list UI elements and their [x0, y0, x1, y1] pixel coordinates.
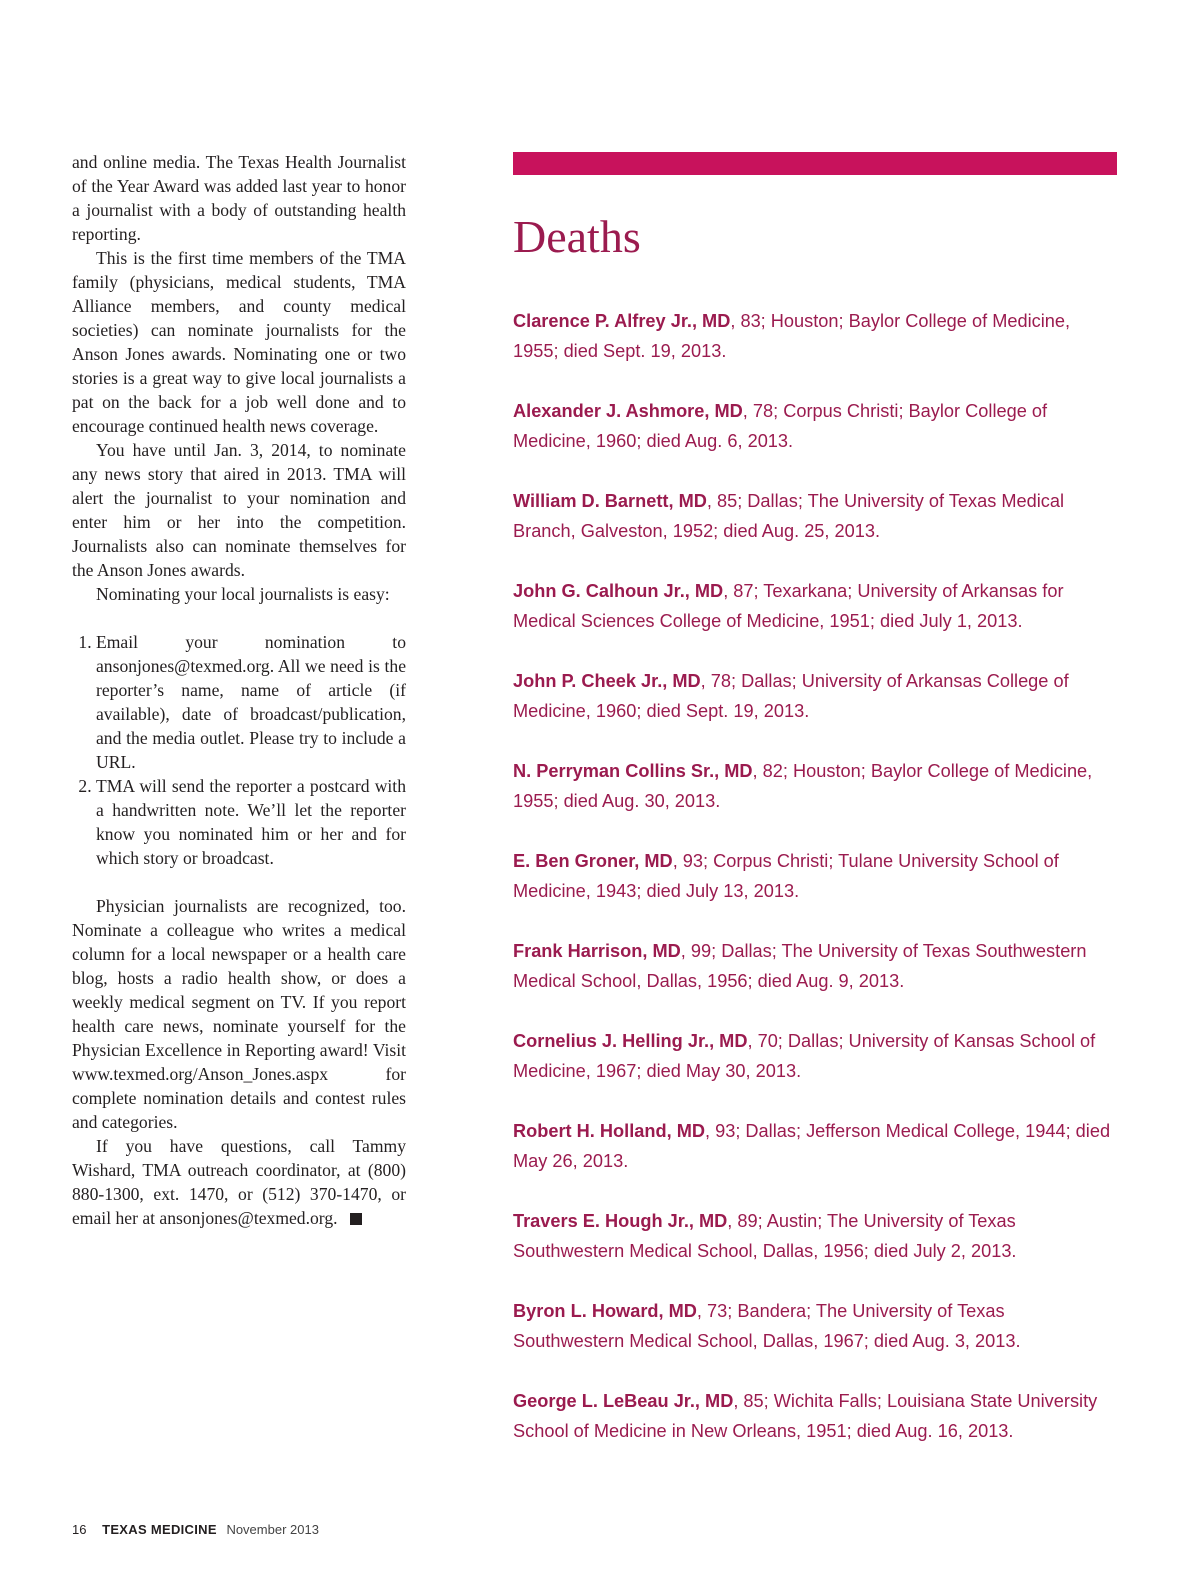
end-mark-icon	[350, 1213, 362, 1225]
death-entry	[513, 666, 1117, 726]
deceased-details: , 85; Dallas; The University of Texas Medical Branch, Galveston, 1952; died Aug. 25, 2013.	[513, 491, 1065, 541]
deceased-name: E. Ben Groner, MD	[513, 851, 673, 871]
issue-date: November 2013	[226, 1522, 319, 1537]
deceased-details: , 78; Dallas; University of Arkansas College of Medicine, 1960; died Sept. 19, 2013.	[513, 671, 1069, 721]
article-paragraph: Nominating your local journalists is easy:	[96, 584, 390, 604]
deceased-name: Cornelius J. Helling Jr., MD	[513, 1031, 748, 1051]
deceased-details: , 73; Bandera; The University of Texas Southwestern Medical School, Dallas, 1967; died Aug. 3, 2013.	[513, 1301, 1021, 1351]
death-entry	[513, 576, 1117, 636]
deceased-name: Robert H. Holland, MD	[513, 1121, 705, 1141]
deceased-details: , 99; Dallas; The University of Texas Southwestern Medical School, Dallas, 1956; died Aug. 9, 2013.	[513, 941, 1087, 991]
deceased-name: William D. Barnett, MD	[513, 491, 707, 511]
deaths-heading: Deaths	[513, 211, 641, 262]
deceased-name: George L. LeBeau Jr., MD	[513, 1391, 734, 1411]
deceased-details: , 82; Houston; Baylor College of Medicine, 1955; died Aug. 30, 2013.	[513, 761, 1093, 811]
deceased-details: , 93; Dallas; Jefferson Medical College, 1944; died May 26, 2013.	[513, 1121, 1111, 1171]
death-entry	[513, 1116, 1117, 1176]
nomination-step: 1. Email your nomination to ansonjones@texmed.org. All we need is the reporter’s name, name of article (if available), date of broadcast/publication, and the media outlet. Please try to include a URL.	[96, 630, 406, 774]
deceased-name: Clarence P. Alfrey Jr., MD	[513, 311, 731, 331]
death-entry	[513, 846, 1117, 906]
deceased-name: John G. Calhoun Jr., MD	[513, 581, 724, 601]
deceased-name: Frank Harrison, MD	[513, 941, 681, 961]
death-entry	[513, 396, 1117, 456]
deaths-list	[513, 306, 1117, 1446]
death-entry	[513, 306, 1117, 366]
deceased-details: , 93; Corpus Christi; Tulane University School of Medicine, 1943; died July 13, 2013.	[513, 851, 1059, 901]
article-paragraph: Physician journalists are recognized, too. Nominate a colleague who writes a medical column for a local newspaper or a health care blog, hosts a radio health show, or does a weekly medical segment on TV. If you report health care news, nominate yourself for the Physician Excellence in Reporting award! Visit www.texmed.org/Anson_Jones.aspx for complete nomination details and contest rules and categories.	[72, 896, 406, 1132]
nomination-steps	[72, 630, 406, 870]
page-number: 16	[72, 1522, 87, 1537]
deceased-details: , 89; Austin; The University of Texas Southwestern Medical School, Dallas, 1956; died July 2, 2013.	[513, 1211, 1017, 1261]
death-entry	[513, 1386, 1117, 1446]
magazine-name: TEXAS MEDICINE	[102, 1522, 217, 1537]
deceased-name: John P. Cheek Jr., MD	[513, 671, 701, 691]
deceased-details: , 70; Dallas; University of Kansas School of Medicine, 1967; died May 30, 2013.	[513, 1031, 1096, 1081]
death-entry	[513, 1206, 1117, 1266]
article-column	[72, 150, 406, 1230]
page-footer	[72, 1522, 319, 1537]
article-paragraph: and online media. The Texas Health Journalist of the Year Award was added last year to honor a journalist with a body of outstanding health reporting.	[72, 152, 406, 244]
deceased-details: , 78; Corpus Christi; Baylor College of Medicine, 1960; died Aug. 6, 2013.	[513, 401, 1048, 451]
death-entry	[513, 1026, 1117, 1086]
deceased-details: , 83; Houston; Baylor College of Medicine, 1955; died Sept. 19, 2013.	[513, 311, 1071, 361]
section-accent-bar	[513, 152, 1117, 175]
article-paragraph: You have until Jan. 3, 2014, to nominate any news story that aired in 2013. TMA will alert the journalist to your nomination and enter him or her into the competition. Journalists also can nominate themselves for the Anson Jones awards.	[72, 440, 406, 580]
article-paragraph	[72, 1134, 406, 1230]
deceased-details: , 85; Wichita Falls; Louisiana State University School of Medicine in New Orleans, 1951; died Aug. 16, 2013.	[513, 1391, 1098, 1441]
nomination-step: 2. TMA will send the reporter a postcard with a handwritten note. We’ll let the reporter know you nominated him or her and for which story or broadcast.	[96, 774, 406, 870]
deceased-details: , 87; Texarkana; University of Arkansas for Medical Sciences College of Medicine, 1951; died July 1, 2013.	[513, 581, 1064, 631]
death-entry	[513, 936, 1117, 996]
deceased-name: N. Perryman Collins Sr., MD	[513, 761, 753, 781]
deceased-name: Travers E. Hough Jr., MD	[513, 1211, 728, 1231]
closing-text: If you have questions, call Tammy Wishard, TMA outreach coordinator, at (800) 880-1300, ext. 1470, or (512) 370-1470, or email her at ansonjones@texmed.org.	[72, 1136, 406, 1228]
deaths-column	[513, 152, 1117, 1476]
death-entry	[513, 1296, 1117, 1356]
death-entry	[513, 486, 1117, 546]
death-entry	[513, 756, 1117, 816]
deceased-name: Byron L. Howard, MD	[513, 1301, 697, 1321]
deceased-name: Alexander J. Ashmore, MD	[513, 401, 743, 421]
article-paragraph: This is the first time members of the TMA family (physicians, medical students, TMA Alliance members, and county medical societies) can nominate journalists for the Anson Jones awards. Nominating one or two stories is a great way to give local journalists a pat on the back for a job well done and to encourage continued health news coverage.	[72, 248, 406, 436]
